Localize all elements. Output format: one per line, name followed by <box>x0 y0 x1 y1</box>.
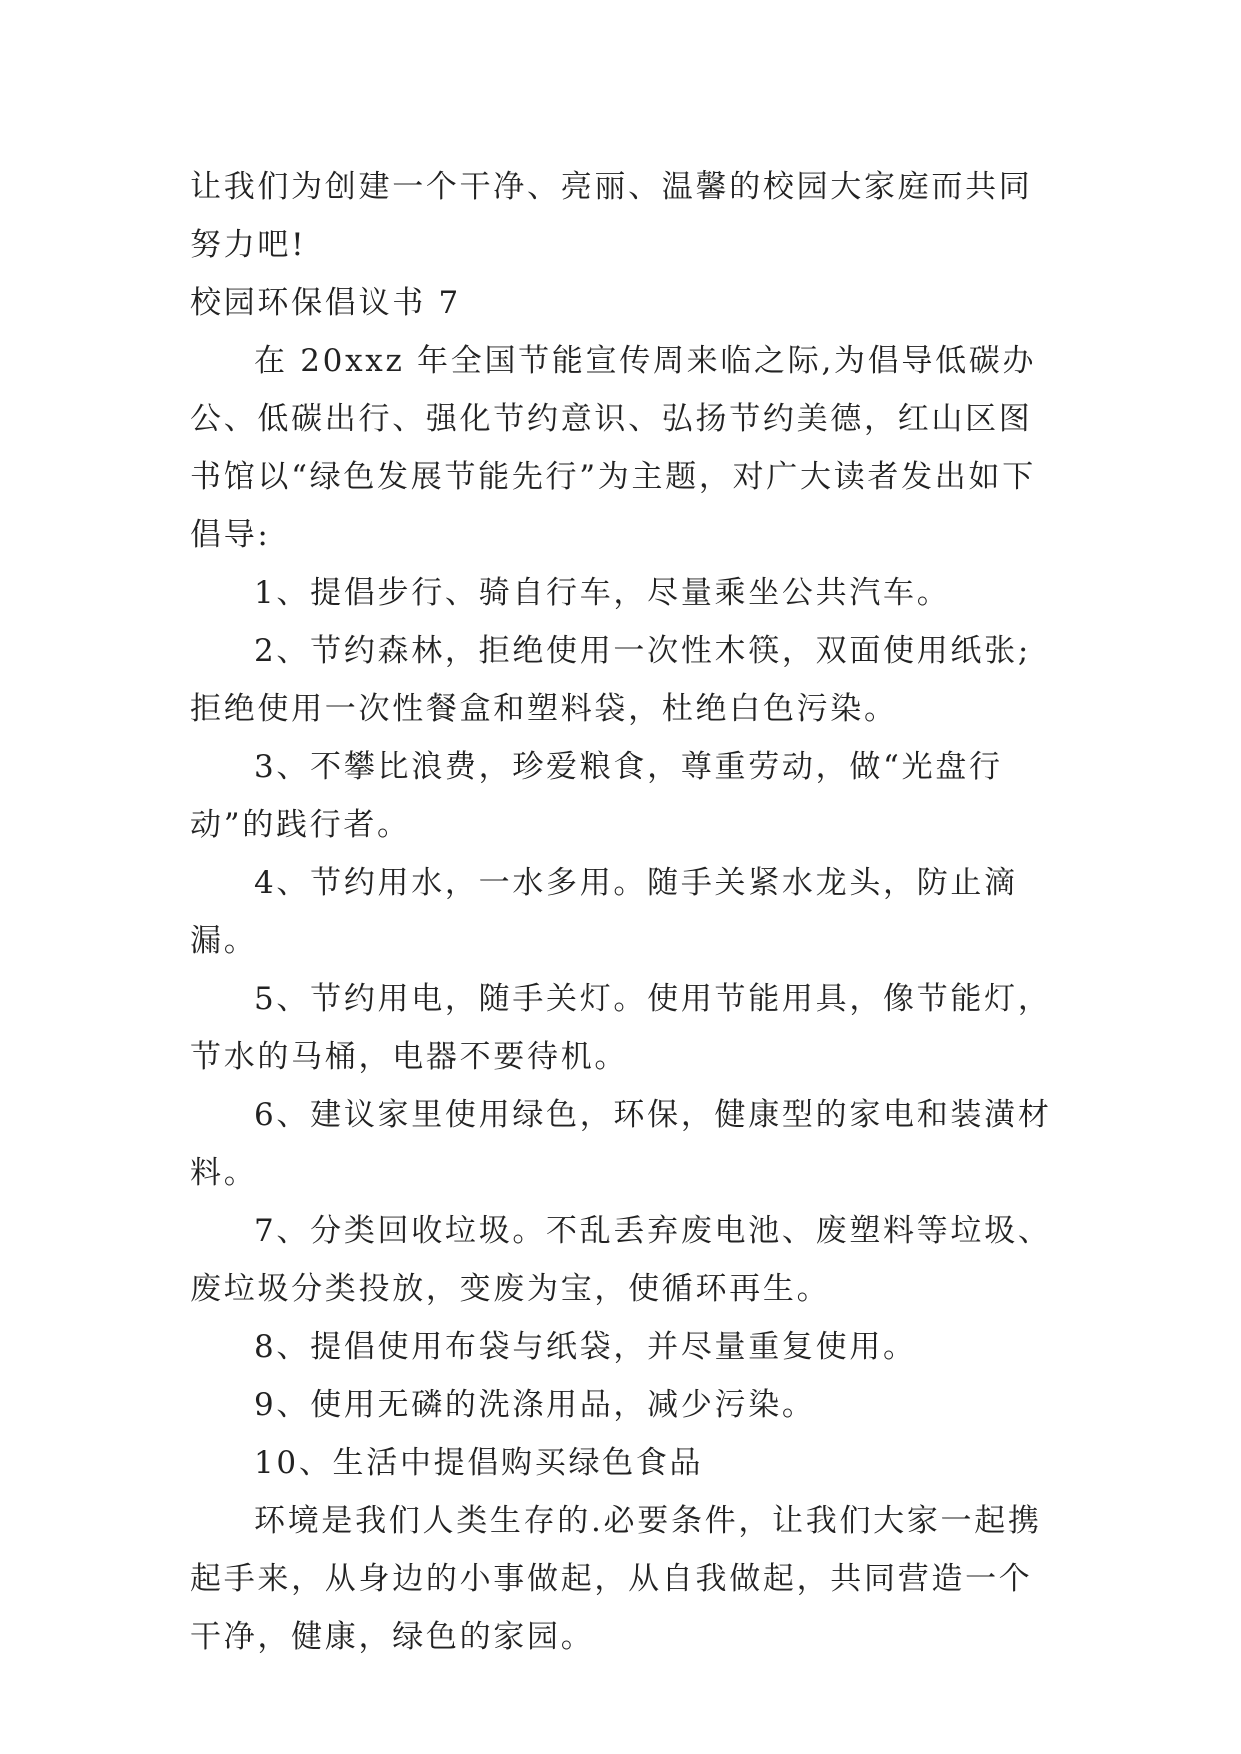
list-item: 7、分类回收垃圾。不乱丢弃废电池、废塑料等垃圾、废垃圾分类投放，变废为宝，使循环再生。 <box>190 1213 1052 1307</box>
list-item: 2、节约森林，拒绝使用一次性木筷，双面使用纸张;拒绝使用一次性餐盒和塑料袋，杜绝白色污染。 <box>190 633 1031 727</box>
list-item: 10、生活中提倡购买绿色食品 <box>254 1445 704 1481</box>
closing-paragraph: 环境是我们人类生存的.必要条件，让我们大家一起携起手来，从身边的小事做起，从自我做起，共同营造一个干净，健康，绿色的家园。 <box>190 1503 1042 1655</box>
list-item: 9、使用无磷的洗涤用品，减少污染。 <box>254 1387 816 1423</box>
document-body <box>190 158 1060 1666</box>
list-item: 1、提倡步行、骑自行车，尽量乘坐公共汽车。 <box>254 575 951 611</box>
intro-paragraph: 让我们为创建一个干净、亮丽、温馨的校园大家庭而共同努力吧! <box>190 169 1033 263</box>
list-item: 4、节约用水，一水多用。随手关紧水龙头，防止滴漏。 <box>190 865 1018 959</box>
list-item: 5、节约用电，随手关灯。使用节能用具，像节能灯，节水的马桶，电器不要待机。 <box>190 981 1052 1075</box>
list-item: 6、建议家里使用绿色，环保，健康型的家电和装潢材料。 <box>190 1097 1052 1191</box>
list-item: 8、提倡使用布袋与纸袋，并尽量重复使用。 <box>254 1329 917 1365</box>
section-title: 校园环保倡议书 7 <box>190 285 461 321</box>
list-item: 3、不攀比浪费，珍爱粮食，尊重劳动，做“光盘行动”的践行者。 <box>190 749 1003 843</box>
opening-paragraph: 在 20xxz 年全国节能宣传周来临之际,为倡导低碳办公、低碳出行、强化节约意识、弘扬节约美德，红山区图书馆以“绿色发展节能先行”为主题，对广大读者发出如下倡导: <box>190 343 1037 553</box>
